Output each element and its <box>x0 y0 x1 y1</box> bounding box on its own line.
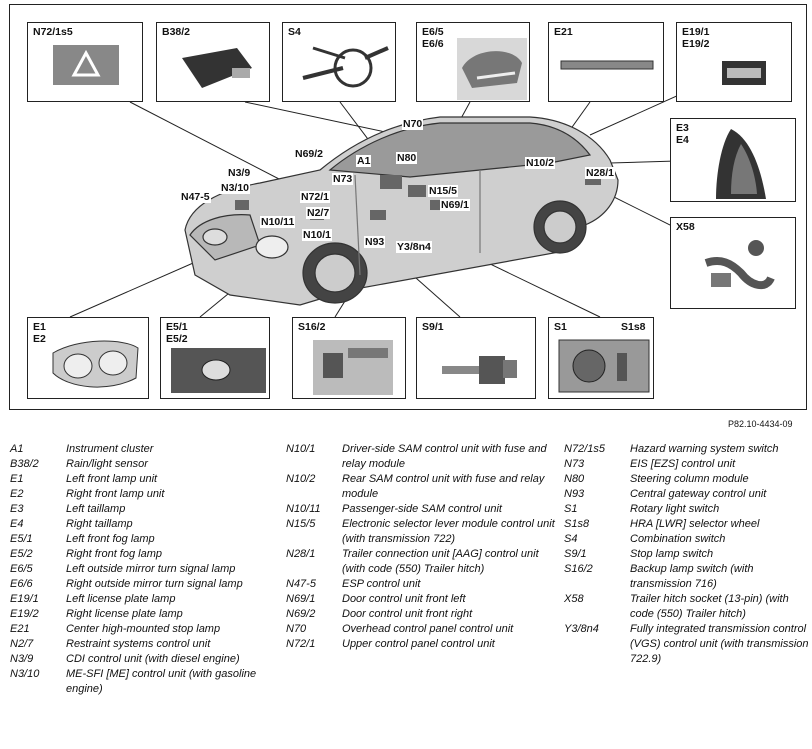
legend-code: N10/2 <box>286 473 316 485</box>
label-n47-5: N47-5 <box>181 191 210 203</box>
legend-code: Y3/8n4 <box>564 623 599 635</box>
legend-row <box>10 472 278 487</box>
legend-row <box>286 577 556 592</box>
legend-row <box>564 547 810 562</box>
legend-row <box>286 442 556 472</box>
label-n28-1: N28/1 <box>586 167 615 179</box>
legend-row <box>10 652 278 667</box>
legend-code: E2 <box>10 488 24 500</box>
legend-code: N70 <box>286 623 307 635</box>
callout-mirror-turn-signal <box>416 22 530 102</box>
legend-code: N2/7 <box>10 638 34 650</box>
legend-description: Fully integrated transmission control (VGS) control unit (with transmission 722.9) <box>630 623 809 665</box>
legend-description: Door control unit front right <box>342 608 473 620</box>
legend-description: Overhead control panel control unit <box>342 623 514 635</box>
callout-code-secondary: S1s8 <box>621 321 646 333</box>
legend-row <box>286 517 556 547</box>
legend-row <box>10 457 278 472</box>
legend-row <box>286 502 556 517</box>
callout-code: S1 <box>554 321 567 333</box>
legend-row <box>10 517 278 532</box>
taillamp-image <box>671 119 797 203</box>
legend-code: N47-5 <box>286 578 316 590</box>
legend-description: EIS [EZS] control unit <box>630 458 736 470</box>
callout-code: B38/2 <box>162 26 191 38</box>
legend-code: N69/1 <box>286 593 316 605</box>
legend-code: A1 <box>10 443 24 455</box>
legend-code: X58 <box>564 593 584 605</box>
legend-row <box>564 517 810 532</box>
callout-code: E3 E4 <box>676 122 689 146</box>
legend-row <box>10 592 278 607</box>
legend-code: B38/2 <box>10 458 39 470</box>
legend-code: N72/1s5 <box>564 443 605 455</box>
label-n10-11: N10/11 <box>261 216 295 228</box>
legend-row <box>564 472 810 487</box>
legend-row <box>564 592 810 622</box>
legend-code: S1 <box>564 503 578 515</box>
callout-code: X58 <box>676 221 695 233</box>
legend-code: E6/6 <box>10 578 33 590</box>
legend-row <box>10 547 278 562</box>
callout-code: E21 <box>554 26 573 38</box>
legend-code: N3/10 <box>10 668 40 680</box>
legend-column-2 <box>286 442 556 652</box>
legend-description: Backup lamp switch (with transmission 716) <box>630 563 754 590</box>
legend-description: Combination switch <box>630 533 726 545</box>
callout-code: E1 E2 <box>33 321 46 345</box>
label-n2-7: N2/7 <box>307 207 330 219</box>
legend-description: Restraint systems control unit <box>66 638 211 650</box>
legend-description: Electronic selector lever module control unit (with transmission 722) <box>342 518 555 545</box>
legend-row <box>10 607 278 622</box>
legend-description: CDI control unit (with diesel engine) <box>66 653 240 665</box>
legend-code: S16/2 <box>564 563 593 575</box>
callout-trailer-hitch <box>670 217 796 309</box>
legend-code: N69/2 <box>286 608 316 620</box>
callout-code: S16/2 <box>298 321 326 333</box>
callout-rain-light-sensor <box>156 22 270 102</box>
legend-code: N15/5 <box>286 518 316 530</box>
callout-combination-switch <box>282 22 396 102</box>
legend-code: S4 <box>564 533 578 545</box>
legend-row <box>564 532 810 547</box>
legend-code: N72/1 <box>286 638 316 650</box>
legend-row <box>10 667 278 697</box>
callout-backup-lamp-switch <box>292 317 406 399</box>
legend-row <box>286 472 556 502</box>
legend-code: N80 <box>564 473 585 485</box>
legend-description: Trailer connection unit [AAG] control unit (with code (550) Trailer hitch) <box>342 548 539 575</box>
legend-description: Left license plate lamp <box>66 593 176 605</box>
label-n3-9: N3/9 <box>228 167 251 179</box>
label-n73: N73 <box>333 173 353 185</box>
legend-row <box>564 442 810 457</box>
legend-description: Rotary light switch <box>630 503 720 515</box>
label-n72-1: N72/1 <box>301 191 330 203</box>
legend-code: E21 <box>10 623 30 635</box>
legend-code: S1s8 <box>564 518 590 530</box>
label-n69-1: N69/1 <box>441 199 470 211</box>
legend-row <box>564 562 810 592</box>
legend-code: N10/1 <box>286 443 316 455</box>
legend-code: E5/1 <box>10 533 33 545</box>
label-n70: N70 <box>403 118 423 130</box>
legend-row <box>10 622 278 637</box>
legend-description: Left front lamp unit <box>66 473 158 485</box>
license-lamp-image <box>677 23 793 103</box>
headlamp-image <box>28 318 150 400</box>
legend-code: N73 <box>564 458 585 470</box>
legend-description: Door control unit front left <box>342 593 466 605</box>
legend-code: E1 <box>10 473 24 485</box>
legend-description: Instrument cluster <box>66 443 154 455</box>
callout-license-plate-lamp <box>676 22 792 102</box>
legend-code: N3/9 <box>10 653 34 665</box>
legend-row <box>564 622 810 667</box>
sensor-image <box>157 23 271 103</box>
legend-row <box>286 622 556 637</box>
legend-description: Stop lamp switch <box>630 548 714 560</box>
legend-row <box>564 487 810 502</box>
callout-code: S4 <box>288 26 301 38</box>
legend-row <box>564 457 810 472</box>
legend-description: Right outside mirror turn signal lamp <box>66 578 243 590</box>
label-a1: A1 <box>357 155 371 167</box>
legend-description: Trailer hitch socket (13-pin) (with code (550) Trailer hitch) <box>630 593 789 620</box>
legend-description: Left taillamp <box>66 503 126 515</box>
legend-column-3 <box>564 442 810 667</box>
legend-row <box>286 547 556 577</box>
callout-stop-lamp-switch <box>416 317 536 399</box>
backup-switch-image <box>293 318 407 400</box>
combination-switch-image <box>283 23 397 103</box>
legend-description: Right taillamp <box>66 518 133 530</box>
callout-code: E6/5 E6/6 <box>422 26 444 50</box>
legend-description: Central gateway control unit <box>630 488 767 500</box>
legend-description: Right front fog lamp <box>66 548 162 560</box>
callout-code: N72/1s5 <box>33 26 73 38</box>
callout-hazard-switch <box>27 22 143 102</box>
legend-description: Passenger-side SAM control unit <box>342 503 502 515</box>
legend-description: Right license plate lamp <box>66 608 183 620</box>
label-n80: N80 <box>397 152 417 164</box>
legend-row <box>286 637 556 652</box>
legend-row <box>10 442 278 457</box>
callout-code: E19/1 E19/2 <box>682 26 710 50</box>
callout-fog-lamps <box>160 317 270 399</box>
legend-row <box>10 532 278 547</box>
legend-row <box>10 562 278 577</box>
legend-description: Rain/light sensor <box>66 458 148 470</box>
legend-description: Rear SAM control unit with fuse and relay module <box>342 473 545 500</box>
light-switch-image <box>549 318 655 400</box>
legend-row <box>286 607 556 622</box>
mirror-image <box>417 23 531 103</box>
legend-description: Upper control panel control unit <box>342 638 495 650</box>
stop-switch-image <box>417 318 537 400</box>
legend-code: E6/5 <box>10 563 33 575</box>
callout-taillamps <box>670 118 796 202</box>
trailer-hitch-image <box>671 218 797 310</box>
component-location-diagram <box>9 4 807 410</box>
legend-code: N10/11 <box>286 503 321 515</box>
legend-description: HRA [LWR] selector wheel <box>630 518 760 530</box>
legend-code: E19/1 <box>10 593 39 605</box>
legend-row <box>10 637 278 652</box>
legend-code: E3 <box>10 503 24 515</box>
label-n69-2: N69/2 <box>295 148 324 160</box>
label-n15-5: N15/5 <box>429 185 458 197</box>
fog-lamp-image <box>161 318 271 400</box>
legend-description: Left front fog lamp <box>66 533 155 545</box>
legend-code: E19/2 <box>10 608 39 620</box>
hazard-switch-image <box>28 23 144 103</box>
legend-description: Steering column module <box>630 473 749 485</box>
legend-description: ESP control unit <box>342 578 421 590</box>
legend-row <box>10 577 278 592</box>
stop-lamp-image <box>549 23 665 103</box>
legend-code: N93 <box>564 488 585 500</box>
legend-description: Left outside mirror turn signal lamp <box>66 563 236 575</box>
legend-code: E4 <box>10 518 24 530</box>
label-n10-2: N10/2 <box>526 157 555 169</box>
callout-code: S9/1 <box>422 321 444 333</box>
legend-code: E5/2 <box>10 548 33 560</box>
legend-code: S9/1 <box>564 548 587 560</box>
legend-description: Right front lamp unit <box>66 488 165 500</box>
callout-rotary-light-switch <box>548 317 654 399</box>
legend-column-1 <box>10 442 278 697</box>
callout-code: E5/1 E5/2 <box>166 321 188 345</box>
callout-center-stop-lamp <box>548 22 664 102</box>
legend-row <box>10 487 278 502</box>
legend-description: Driver-side SAM control unit with fuse and relay module <box>342 443 547 470</box>
label-n10-1: N10/1 <box>303 229 332 241</box>
legend-row <box>10 502 278 517</box>
legend-code: N28/1 <box>286 548 316 560</box>
legend-description: Hazard warning system switch <box>630 443 779 455</box>
callout-front-lamps <box>27 317 149 399</box>
legend-description: Center high-mounted stop lamp <box>66 623 221 635</box>
label-n93: N93 <box>365 236 385 248</box>
legend-row <box>564 502 810 517</box>
legend-description: ME-SFI [ME] control unit (with gasoline engine) <box>66 668 257 695</box>
label-y3-8n4: Y3/8n4 <box>397 241 431 253</box>
legend-row <box>286 592 556 607</box>
label-n3-10: N3/10 <box>221 182 250 194</box>
figure-reference: P82.10-4434-09 <box>728 419 793 429</box>
